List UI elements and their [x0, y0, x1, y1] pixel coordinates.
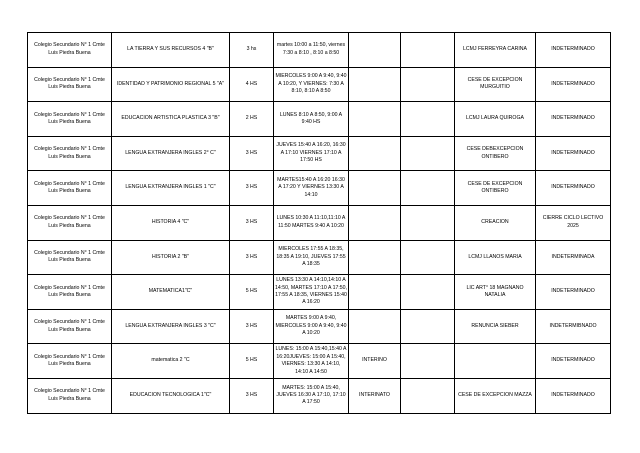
table-row [28, 205, 611, 240]
cell-hours: 3 HS [230, 205, 274, 240]
table-row [28, 102, 611, 137]
cell-condition [349, 67, 401, 102]
table-row [28, 33, 611, 68]
cell-schedule: LUNES 8:10 A 8:50, 9:00 A 9:40 HS [274, 102, 349, 137]
cell-school: Colegio Secundario N° 1 Cmte Luis Piedra Buena [28, 67, 112, 102]
cell-schedule: MARTES: 15:00 A 15:40, JUEVES 16:30 A 17:10, 17:10 A 17:50 [274, 378, 349, 413]
cell-reason: CESE DE EXCEPCION MURGUITIO [455, 67, 536, 102]
cell-condition [349, 136, 401, 171]
cell-hours: 3 HS [230, 240, 274, 275]
cell-blank [401, 33, 455, 68]
table-row [28, 309, 611, 344]
table-row [28, 378, 611, 413]
cell-subject: HISTORIA 2 "B" [112, 240, 230, 275]
cell-school: Colegio Secundario N° 1 Cmte Luis Piedra Buena [28, 275, 112, 310]
cell-status: INDETERMINADO [536, 33, 611, 68]
cell-condition: INTERINO [349, 344, 401, 379]
cell-schedule: LUNES: 15:00 A 15:40,15:40 A 16:20JUEVES: 15:00 A 15:40, VIERNES: 13:30 A 14:10, 14:10 A 14:50 [274, 344, 349, 379]
cell-reason: CESE DE EXCEPCION MAZZA [455, 378, 536, 413]
cell-reason: CESE DEBEXCEPCION ONTIBERO [455, 136, 536, 171]
cell-reason: LIC ART° 18 MAGNANO NATALIA [455, 275, 536, 310]
cell-subject: LA TIERRA Y SUS RECURSOS 4 "B" [112, 33, 230, 68]
cell-blank [401, 67, 455, 102]
schedule-sheet [27, 32, 611, 414]
cell-condition [349, 33, 401, 68]
table-body [28, 33, 611, 414]
cell-hours: 3 HS [230, 136, 274, 171]
cell-school: Colegio Secundario N° 1 Cmte Luis Piedra Buena [28, 102, 112, 137]
cell-school: Colegio Secundario N° 1 Cmte Luis Piedra Buena [28, 309, 112, 344]
cell-condition [349, 171, 401, 206]
cell-blank [401, 102, 455, 137]
table-row [28, 275, 611, 310]
cell-status: INDETERMINADO [536, 171, 611, 206]
cell-reason: LCMJ LLANOS MARIA [455, 240, 536, 275]
cell-subject: EDUCACION ARTISTICA PLASTICA 3 "B" [112, 102, 230, 137]
cell-blank [401, 275, 455, 310]
table-row [28, 240, 611, 275]
cell-condition: INTERINATO [349, 378, 401, 413]
table-row [28, 136, 611, 171]
cell-status: INDETERMINADO [536, 102, 611, 137]
table-row [28, 171, 611, 206]
cell-reason: LCMJ FERREYRA CARINA [455, 33, 536, 68]
cell-subject: LENGUA EXTRANJERA INGLES 1 "C" [112, 171, 230, 206]
cell-reason: RENUNCIA SIEBER [455, 309, 536, 344]
cell-hours: 5 HS [230, 275, 274, 310]
cell-status: INDETERMINADO [536, 378, 611, 413]
cell-school: Colegio Secundario N° 1 Cmte Luis Piedra Buena [28, 205, 112, 240]
cell-status: INDETERMINADO [536, 67, 611, 102]
cell-condition [349, 240, 401, 275]
cell-subject: MATEMATICA1"C" [112, 275, 230, 310]
cell-hours: 5 HS [230, 344, 274, 379]
cell-condition [349, 309, 401, 344]
cell-schedule: MIERCOLES 9:00 A 9:40, 9:40 A 10:20, Y VIERNES: 7:30 A 8:10, 8:10 A 8:50 [274, 67, 349, 102]
cell-blank [401, 378, 455, 413]
cell-subject: EDUCACION TECNOLOGICA 1"C" [112, 378, 230, 413]
cell-subject: LENGUA EXTRANJERA INGLES 2° C" [112, 136, 230, 171]
cell-schedule: MARTES 9:00 A 9:40, MIERCOLES 9:00 A 9:40, 9:40 A 10:20 [274, 309, 349, 344]
cell-blank [401, 309, 455, 344]
cell-hours: 3 HS [230, 171, 274, 206]
cell-schedule: MIERCOLES 17:55 A 18:35, 18:35 A 19:10, JUEVES 17:55 A 18:35 [274, 240, 349, 275]
cell-school: Colegio Secundario N° 1 Cmte Luis Piedra Buena [28, 378, 112, 413]
cell-condition [349, 102, 401, 137]
cell-status: INDETERMINADA [536, 240, 611, 275]
cell-schedule: LUNES 10:30 A 11:10,11:10 A 11:50 MARTES 9:40 A 10:20 [274, 205, 349, 240]
cell-schedule: JUEVES 15:40 A 16:20, 16:30 A 17:10 VIERNES 17:10 A 17:50 HS [274, 136, 349, 171]
cell-status: INDETERMIBNADO [536, 309, 611, 344]
cell-hours: 3 HS [230, 309, 274, 344]
cell-blank [401, 171, 455, 206]
cell-blank [401, 205, 455, 240]
cell-status: INDETERMINADO [536, 344, 611, 379]
cell-status: CIERRE CICLO LECTIVO 2025 [536, 205, 611, 240]
cell-school: Colegio Secundario N° 1 Cmte Luis Piedra Buena [28, 33, 112, 68]
cell-schedule: LUNES 13:30 A 14:10,14:10 A 14:50, MARTES 17:10 A 17:50, 17:55 A 18:35, VIERNES 15:40 A 16:20 [274, 275, 349, 310]
cell-subject: HISTORIA 4 "C" [112, 205, 230, 240]
vacancy-table [27, 32, 611, 414]
table-row [28, 67, 611, 102]
cell-hours: 3 hs [230, 33, 274, 68]
cell-blank [401, 240, 455, 275]
cell-blank [401, 136, 455, 171]
cell-school: Colegio Secundario N° 1 Cmte Luis Piedra Buena [28, 171, 112, 206]
cell-condition [349, 275, 401, 310]
cell-status: INDETERMINADO [536, 136, 611, 171]
cell-schedule: martes 10:00 a 11:50, viernes 7:30 a 8:10 , 8:10 a 8:50 [274, 33, 349, 68]
cell-blank [401, 344, 455, 379]
cell-hours: 3 HS [230, 378, 274, 413]
table-row [28, 344, 611, 379]
cell-subject: matematica 2 "C [112, 344, 230, 379]
cell-school: Colegio Secundario N° 1 Cmte Luis Piedra Buena [28, 240, 112, 275]
cell-condition [349, 205, 401, 240]
cell-schedule: MARTES15:40 A 16:20 16:30 A 17:20 Y VIERNES 13:30 A 14:10 [274, 171, 349, 206]
cell-reason [455, 344, 536, 379]
cell-hours: 2 HS [230, 102, 274, 137]
cell-status: INDETERMINADO [536, 275, 611, 310]
cell-reason: LCMJ LAURA QUIROGA [455, 102, 536, 137]
cell-subject: IDENTIDAD Y PATRIMONIO REGIONAL 5 "A" [112, 67, 230, 102]
cell-hours: 4 HS [230, 67, 274, 102]
cell-school: Colegio Secundario N° 1 Cmte Luis Piedra Buena [28, 344, 112, 379]
cell-reason: CESE DE EXCEPCION ONTIBERO [455, 171, 536, 206]
cell-reason: CREACION [455, 205, 536, 240]
cell-subject: LENGUA EXTRANJERA INGLES 3 "C" [112, 309, 230, 344]
cell-school: Colegio Secundario N° 1 Cmte Luis Piedra Buena [28, 136, 112, 171]
